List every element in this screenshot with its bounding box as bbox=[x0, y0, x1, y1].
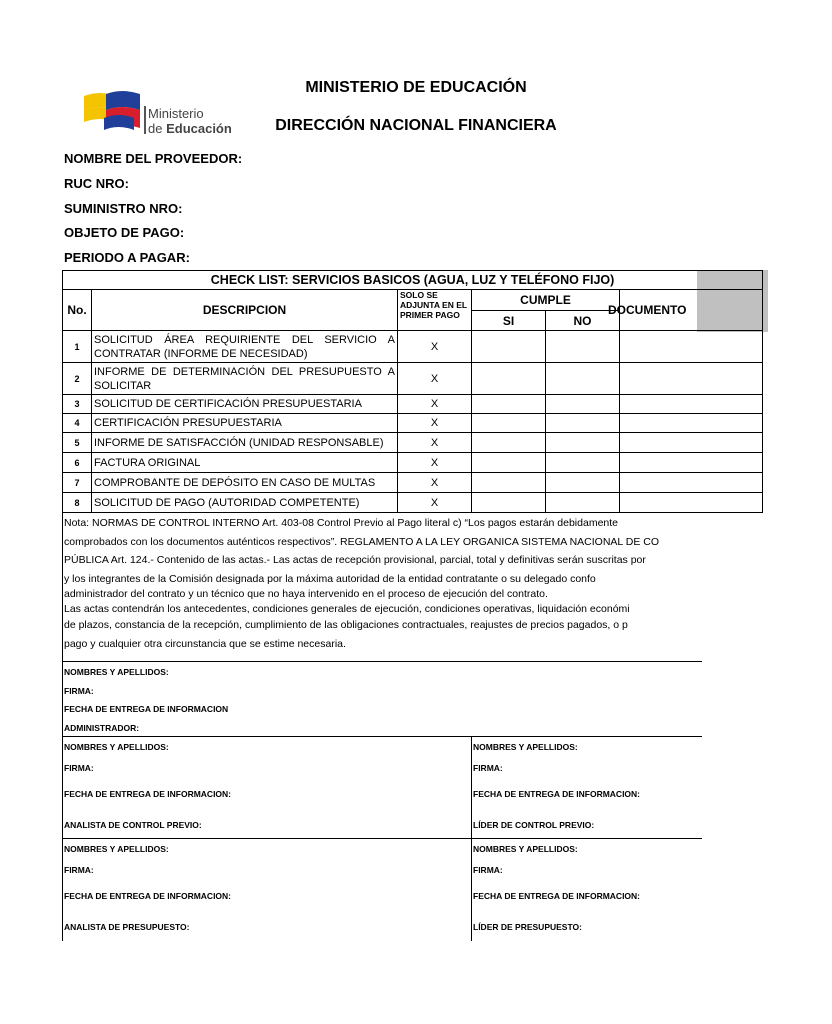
col-no-cumple: NO bbox=[546, 311, 620, 331]
cell-si bbox=[472, 473, 546, 493]
cell-si bbox=[472, 395, 546, 414]
cell-no bbox=[546, 433, 620, 453]
col-descripcion: DESCRIPCION bbox=[92, 290, 398, 331]
field-ruc: RUC NRO: bbox=[64, 176, 129, 191]
cell-no bbox=[546, 414, 620, 433]
col-cumple: CUMPLE bbox=[472, 290, 620, 311]
table-row: 6 FACTURA ORIGINAL X bbox=[63, 453, 763, 473]
sig-acp-firma: FIRMA: bbox=[64, 763, 94, 773]
cell-si bbox=[472, 414, 546, 433]
cell-si bbox=[472, 331, 546, 363]
logo-text-2: de Educación bbox=[148, 121, 232, 136]
doc-title-1: MINISTERIO DE EDUCACIÓN bbox=[305, 79, 527, 96]
cell-no bbox=[546, 453, 620, 473]
nota-text: Nota: NORMAS DE CONTROL INTERNO Art. 403-08 Control Previo al Pago literal c) “Los pagos estarán debidamente comprobados con los documentos auténticos respectivos”. REGLAMENTO A LA LEY ORGANICA SISTEMA NACIONAL DE CO PÚBLICA Art. 124.- Contenido de las actas.- Las actas de recepción provisional, parcial, total y definitivas serán suscritas por y los integrantes de la Comisión designada por la máxima autoridad de la entidad contratante o su delegado confo administrador del contrato y un técnico que no haya intervenido en el proceso de ejecución del contrato. Las actas contendrán los antecedentes, condiciones generales de ejecución, condiciones operativas, liquidación económi de plazos, constancia de la recepción, cumplimiento de las obligaciones contractuales, reajustes de precios pagados, o p pago y cualquier otra circunstancia que se estime necesaria. bbox=[64, 517, 660, 650]
col-solo-primer-pago: SOLO SE ADJUNTA EN EL PRIMER PAGO bbox=[398, 290, 472, 331]
sig-lp-fecha: FECHA DE ENTREGA DE INFORMACION: bbox=[473, 891, 641, 901]
logo-text-1: Ministerio bbox=[148, 106, 204, 121]
sig-lp-firma: FIRMA: bbox=[473, 865, 503, 875]
cell-no bbox=[546, 395, 620, 414]
sig-acp-nombres: NOMBRES Y APELLIDOS: bbox=[64, 742, 169, 752]
sig-admin-fecha: FECHA DE ENTREGA DE INFORMACION bbox=[64, 704, 229, 714]
sig-ap-nombres: NOMBRES Y APELLIDOS: bbox=[64, 844, 169, 854]
cell-documento bbox=[620, 395, 763, 414]
field-objeto: OBJETO DE PAGO: bbox=[64, 225, 185, 240]
cell-documento bbox=[620, 493, 763, 513]
sig-acp-fecha: FECHA DE ENTREGA DE INFORMACION: bbox=[64, 789, 232, 799]
table-row: 5 INFORME DE SATISFACCIÓN (UNIDAD RESPONSABLE) X bbox=[63, 433, 763, 453]
cell-no bbox=[546, 363, 620, 395]
cell-no bbox=[546, 473, 620, 493]
cell-si bbox=[472, 493, 546, 513]
table-row: 1 SOLICITUD ÁREA REQUIRIENTE DEL SERVICIO A CONTRATAR (INFORME DE NECESIDAD) X bbox=[63, 331, 763, 363]
field-periodo: PERIODO A PAGAR: bbox=[64, 250, 190, 265]
sig-lp-rol: LÍDER DE PRESUPUESTO: bbox=[473, 922, 582, 932]
col-documento: DOCUMENTO bbox=[620, 290, 763, 331]
checklist-table bbox=[62, 270, 763, 513]
col-si: SI bbox=[472, 311, 546, 331]
cell-documento bbox=[620, 433, 763, 453]
sig-lcp-rol: LÍDER DE CONTROL PREVIO: bbox=[473, 820, 595, 830]
cell-no bbox=[546, 331, 620, 363]
table-row: 3 SOLICITUD DE CERTIFICACIÓN PRESUPUESTARIA X bbox=[63, 395, 763, 414]
sig-lcp-fecha: FECHA DE ENTREGA DE INFORMACION: bbox=[473, 789, 641, 799]
cell-documento bbox=[620, 331, 763, 363]
sig-lcp-nombres: NOMBRES Y APELLIDOS: bbox=[473, 742, 578, 752]
sig-ap-rol: ANALISTA DE PRESUPUESTO: bbox=[64, 922, 190, 932]
cell-si bbox=[472, 363, 546, 395]
sig-lp-nombres: NOMBRES Y APELLIDOS: bbox=[473, 844, 578, 854]
sig-admin-firma: FIRMA: bbox=[64, 686, 94, 696]
cell-si bbox=[472, 453, 546, 473]
table-row: 7 COMPROBANTE DE DEPÓSITO EN CASO DE MULTAS X bbox=[63, 473, 763, 493]
sig-lcp-firma: FIRMA: bbox=[473, 763, 503, 773]
table-row: 4 CERTIFICACIÓN PRESUPUESTARIA X bbox=[63, 414, 763, 433]
sig-ap-fecha: FECHA DE ENTREGA DE INFORMACION: bbox=[64, 891, 232, 901]
cell-documento bbox=[620, 363, 763, 395]
sig-acp-rol: ANALISTA DE CONTROL PREVIO: bbox=[64, 820, 202, 830]
cell-si bbox=[472, 433, 546, 453]
sig-admin-rol: ADMINISTRADOR: bbox=[64, 723, 140, 733]
cell-no bbox=[546, 493, 620, 513]
cell-documento bbox=[620, 473, 763, 493]
checklist-title: CHECK LIST: SERVICIOS BASICOS (AGUA, LUZ Y TELÉFONO FIJO) bbox=[63, 271, 763, 290]
table-row: 8 SOLICITUD DE PAGO (AUTORIDAD COMPETENTE) X bbox=[63, 493, 763, 513]
sig-ap-firma: FIRMA: bbox=[64, 865, 94, 875]
cell-documento bbox=[620, 453, 763, 473]
col-no: No. bbox=[63, 290, 92, 331]
field-suministro: SUMINISTRO NRO: bbox=[64, 201, 183, 216]
sig-admin-nombres: NOMBRES Y APELLIDOS: bbox=[64, 667, 169, 677]
field-proveedor: NOMBRE DEL PROVEEDOR: bbox=[64, 151, 243, 166]
doc-title-2: DIRECCIÓN NACIONAL FINANCIERA bbox=[275, 117, 557, 134]
table-row: 2 INFORME DE DETERMINACIÓN DEL PRESUPUESTO A SOLICITAR X bbox=[63, 363, 763, 395]
cell-documento bbox=[620, 414, 763, 433]
